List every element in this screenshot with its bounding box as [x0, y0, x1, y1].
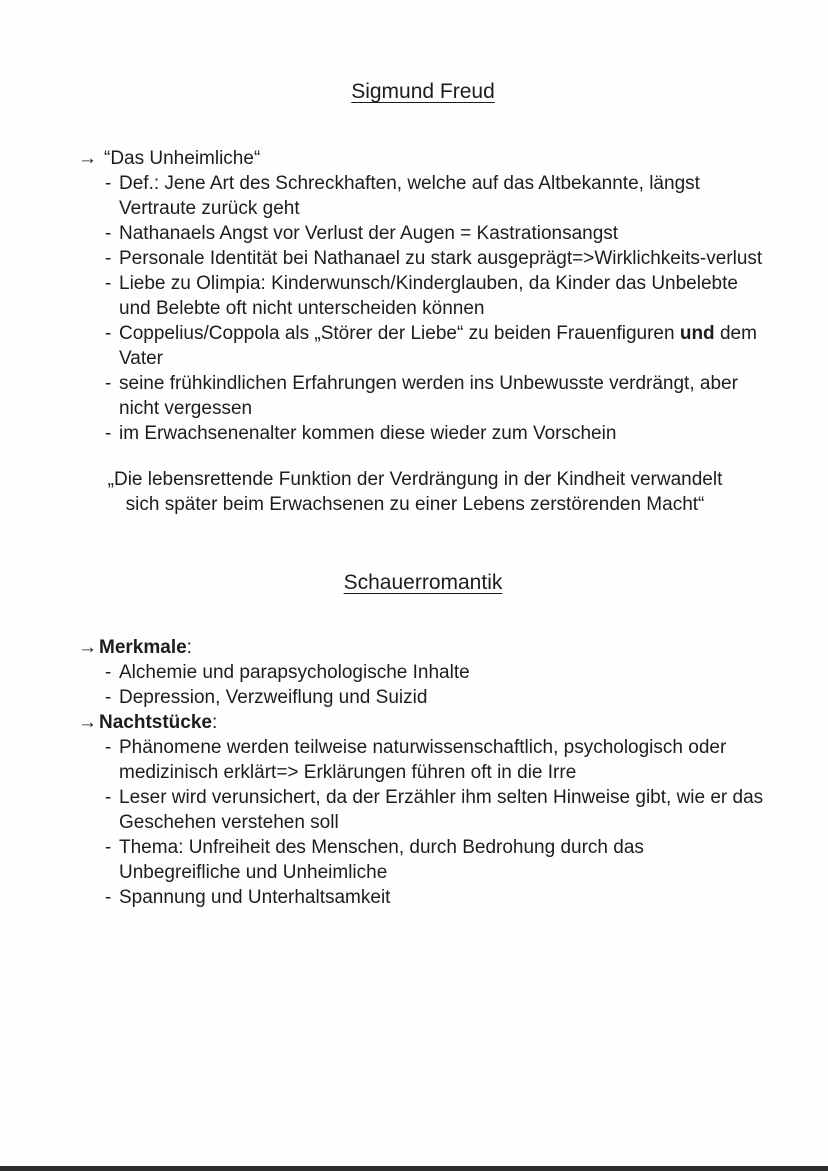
arrow-marker: → [78, 148, 97, 169]
group-colon: : [186, 637, 192, 658]
list-item-text: Leser wird verunsichert, da der Erzähler ihm selten Hinweise gibt, wie er das Geschehen verstehen soll [119, 787, 764, 833]
list-item-text: Alchemie und parapsychologische Inhalte [119, 662, 470, 683]
list-item-verdraengung [105, 371, 768, 421]
list-item-coppelius [105, 321, 768, 371]
list-item-text: Nathanaels Angst vor Verlust der Augen = Kastrationsangst [119, 223, 619, 244]
list-item-spannung [105, 885, 768, 910]
section-title-freud-text: Sigmund Freud [351, 80, 495, 103]
quote-paragraph [62, 467, 768, 517]
list-item-text: Thema: Unfreiheit des Menschen, durch Bedrohung durch das Unbegreifliche und Unheimliche [119, 837, 644, 883]
list-item-identitaet [105, 246, 768, 271]
arrow-marker: → [78, 712, 97, 733]
dash-marker: - [105, 787, 112, 808]
dash-marker: - [105, 273, 112, 294]
page-bottom-edge [0, 1166, 828, 1171]
section-title-schauer-text: Schauerromantik [343, 571, 503, 594]
list-item-text: Personale Identität bei Nathanael zu stark ausgeprägt=>Wirklichkeits-verlust [119, 248, 763, 269]
list-item-olimpia [105, 271, 768, 321]
list-item-alchemie [105, 660, 768, 685]
section-title-schauer [78, 569, 768, 597]
list-item-text-pre: Coppelius/Coppola als „Störer der Liebe“ zu beiden Frauenfiguren [119, 323, 680, 344]
dash-marker: - [105, 373, 112, 394]
dash-marker: - [105, 223, 112, 244]
dash-marker: - [105, 837, 112, 858]
list-item-text: Depression, Verzweiflung und Suizid [119, 687, 428, 708]
dash-marker: - [105, 662, 112, 683]
list-item-kastrationsangst [105, 221, 768, 246]
list-item-text: im Erwachsenenalter kommen diese wieder zum Vorschein [119, 423, 617, 444]
quote-line-2: sich später beim Erwachsenen zu einer Lebens zerstörenden Macht“ [125, 494, 705, 515]
dash-marker: - [105, 687, 112, 708]
dash-marker: - [105, 737, 112, 758]
list-item-text: seine frühkindlichen Erfahrungen werden ins Unbewusste verdrängt, aber nicht vergessen [119, 373, 738, 419]
dash-marker: - [105, 423, 112, 444]
group-label: Nachtstücke [99, 712, 212, 733]
section-title-freud [78, 78, 768, 106]
list-item-text-bold: und [679, 323, 715, 344]
topic-label: “Das Unheimliche“ [104, 148, 261, 169]
dash-marker: - [105, 323, 112, 344]
list-item-text: Def.: Jene Art des Schreckhaften, welche auf das Altbekannte, längst Vertraute zurück geht [119, 173, 700, 219]
list-item-thema [105, 835, 768, 885]
group-colon: : [212, 712, 218, 733]
list-item-leser [105, 785, 768, 835]
list-item-depression [105, 685, 768, 710]
list-item-definition [105, 171, 768, 221]
list-item-text: Spannung und Unterhaltsamkeit [119, 887, 391, 908]
dash-marker: - [105, 887, 112, 908]
dash-marker: - [105, 173, 112, 194]
topic-das-unheimliche [78, 146, 768, 171]
list-item-text: Phänomene werden teilweise naturwissenschaftlich, psychologisch oder medizinisch erklärt=> Erklärungen führen oft in die Irre [119, 737, 727, 783]
group-heading-merkmale [78, 635, 768, 660]
list-item-phaenomene [105, 735, 768, 785]
quote-line-1: „Die lebensrettende Funktion der Verdrängung in der Kindheit verwandelt [107, 469, 723, 490]
dash-marker: - [105, 248, 112, 269]
group-heading-nachtstuecke [78, 710, 768, 735]
group-label: Merkmale [99, 637, 187, 658]
list-item-text: Liebe zu Olimpia: Kinderwunsch/Kinderglauben, da Kinder das Unbelebte und Belebte oft nicht unterscheiden können [119, 273, 738, 319]
list-item-erwachsenenalter [105, 421, 768, 446]
arrow-marker: → [78, 637, 97, 658]
list-item-text-post: dem Vater [119, 323, 757, 369]
